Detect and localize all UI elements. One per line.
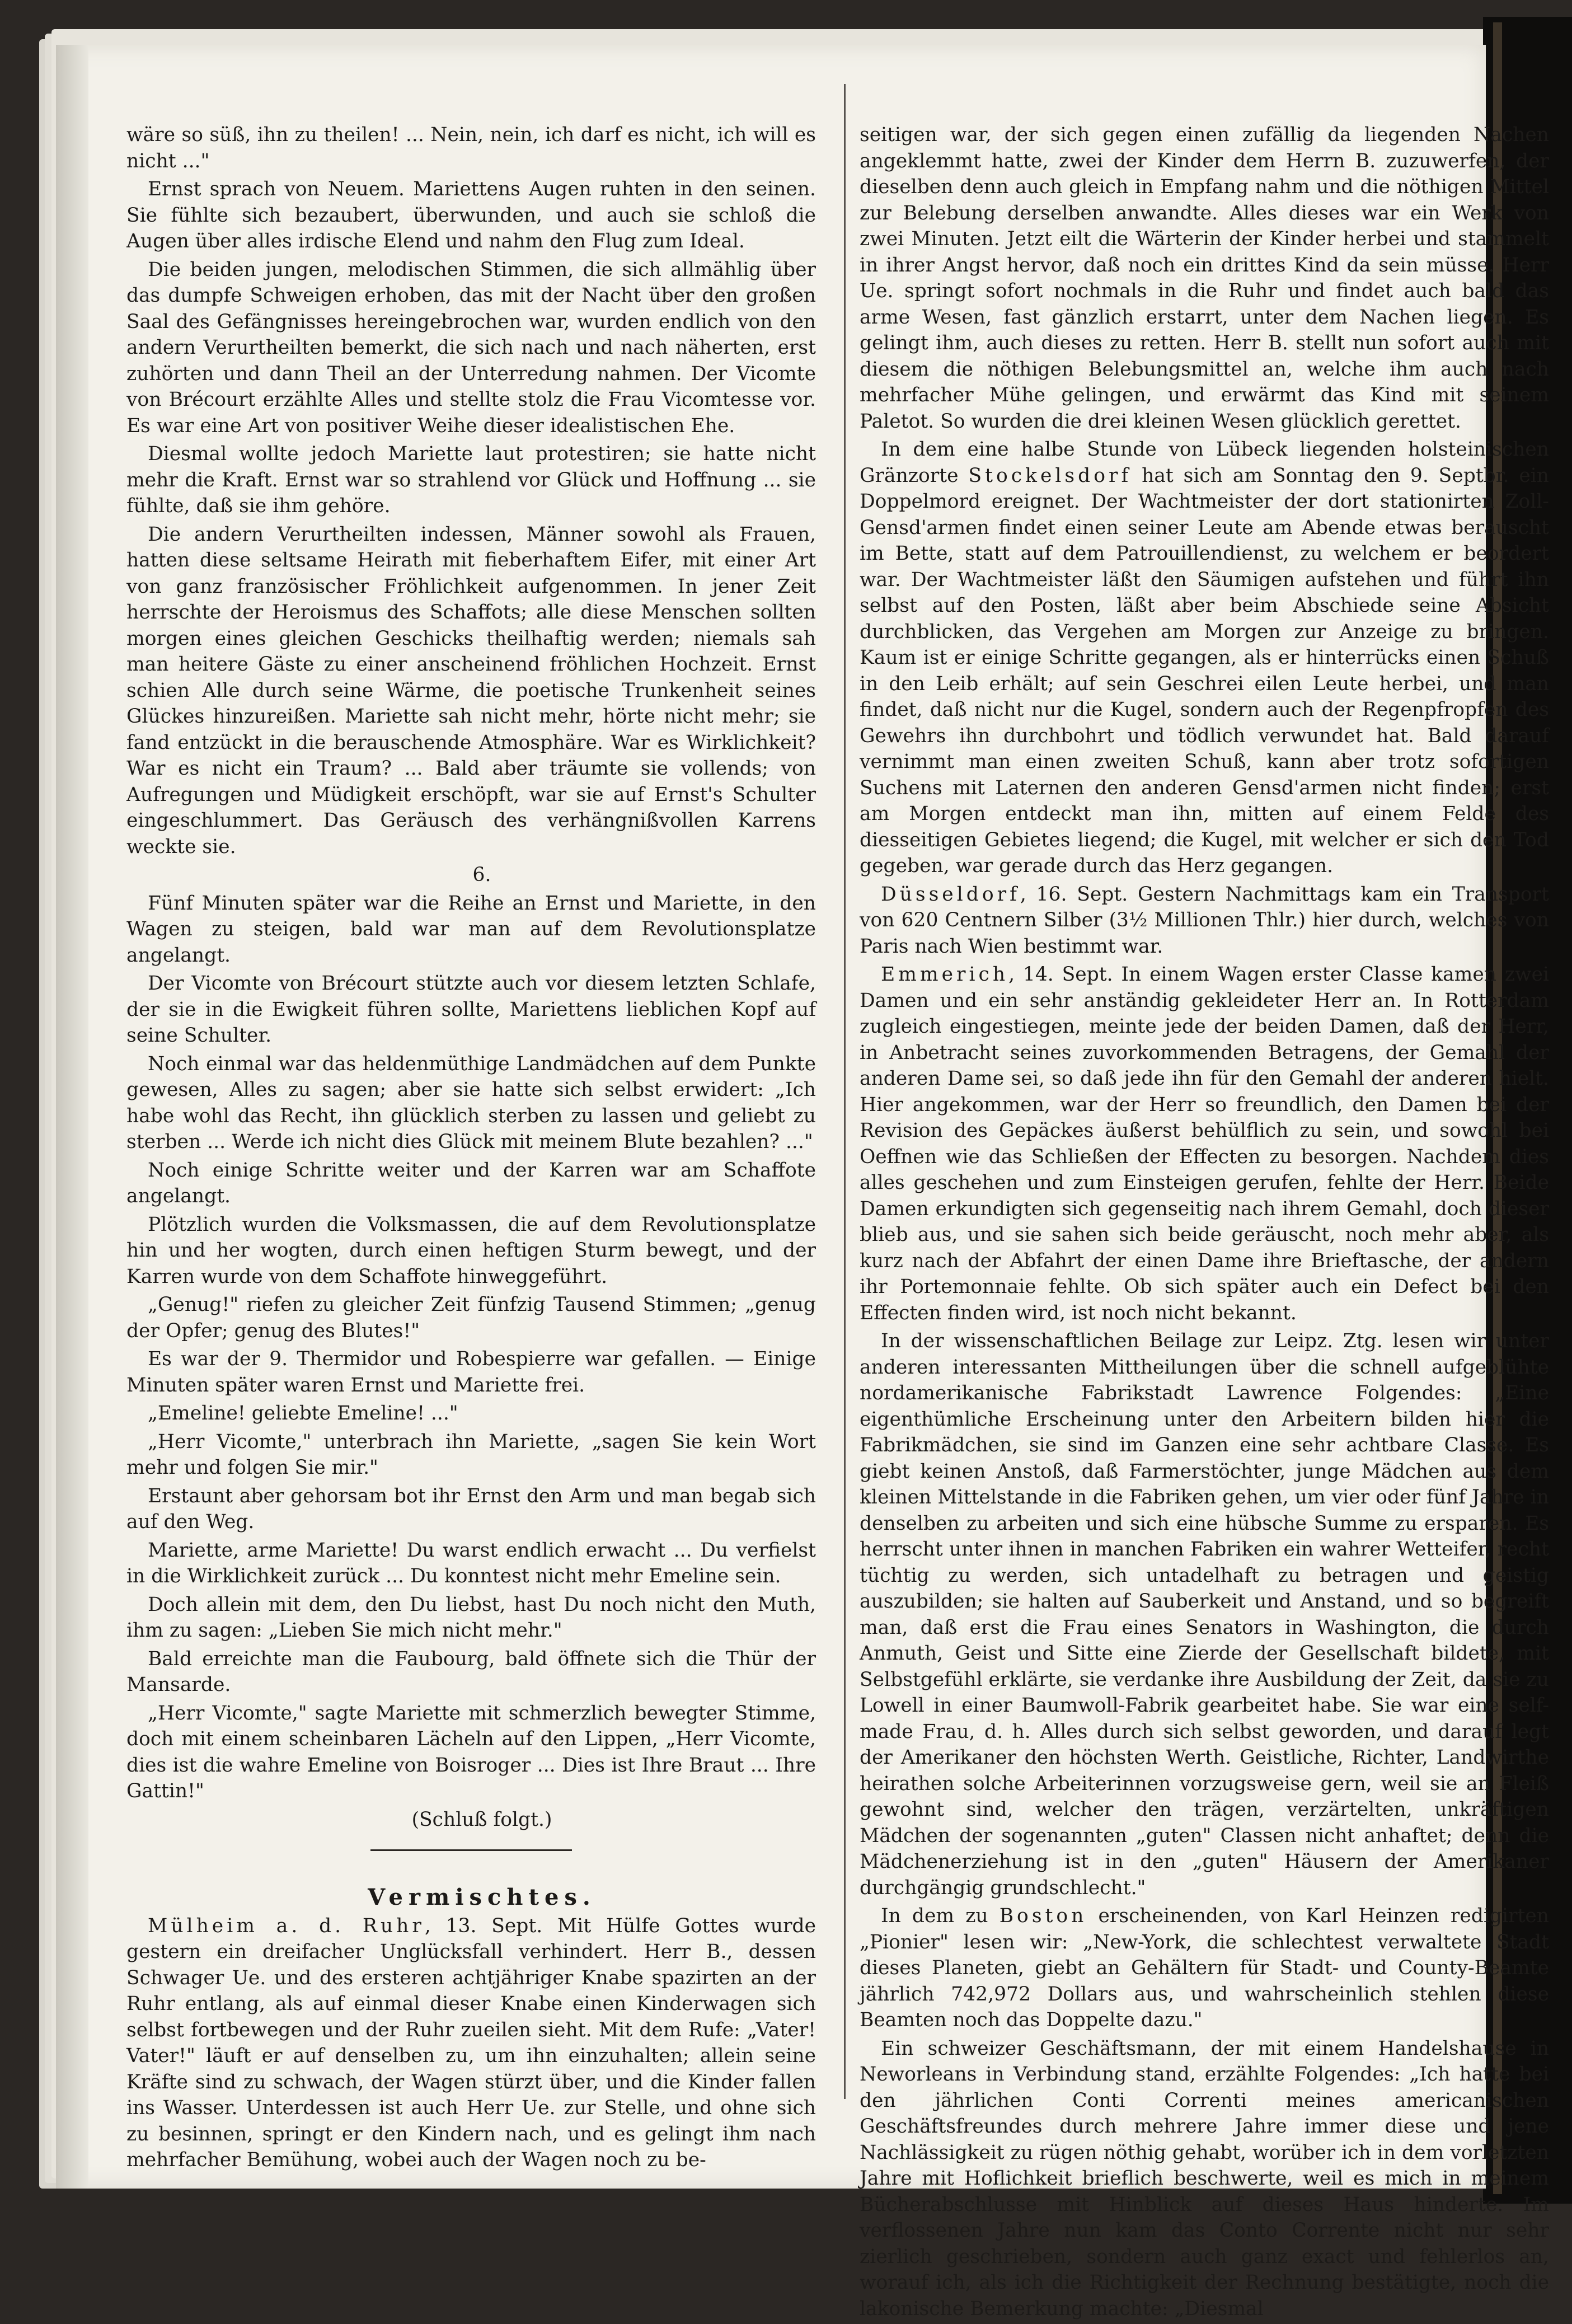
- paragraph: Noch einige Schritte weiter und der Karren war am Schaffote angelangt.: [126, 1159, 816, 1207]
- paragraph: [126, 1913, 816, 2173]
- to-be-continued-note: (Schluß folgt.): [411, 1808, 552, 1831]
- paragraph: „Genug!" riefen zu gleicher Zeit fünfzig Tausend Stimmen; „genug der Opfer; genug des Blutes!": [126, 1294, 816, 1342]
- paragraph: Noch einmal war das heldenmüthige Landmädchen auf dem Punkte gewesen, Alles zu sagen; aber sie hatte sich selbst erwidert: „Ich habe wohl das Recht, ihn glücklich sterben zu lassen und geliebt zu sterben ... Werde ich nicht dies Glück mit meinem Blute bezahlen? ...": [126, 1052, 816, 1153]
- paragraph-text: hat sich am Sonntag den 9. Septbr. ein Doppelmord ereignet. Der Wachtmeister der dort stationirten Zoll-Gensd'armen findet einen seiner Leute am Abende etwas berauscht im Bette, statt auf dem Patrouillendienst, zu welchem er beordert war. Der Wachtmeister läßt den Säumigen aufstehen und führt ihn selbst auf den Posten, läßt aber beim Abschiede seine Absicht durchblicken, das Vergehen am Morgen zur Anzeige zu bringen. Kaum ist er einige Schritte gegangen, als er hinterrücks einen Schuß in den Leib erhält; auf sein Geschrei eilen Leute herbei, und man findet, daß nicht nur die Kugel, sondern auch der Regenpfropfen des Gewehrs ihn durchbohrt und tödlich verwundet hat. Bald darauf vernimmt man einen zweiten Schuß, kann aber trotz sofortigen Suchens mit Laternen den anderen Gensd'armen nicht finden; erst am Morgen entdeckt man ihn, mitten auf einem Felde des diesseitigen Gebietes liegend; die Kugel, mit welcher er sich den Tod gegeben, war gerade durch das Herz gegangen.: [860, 464, 1549, 877]
- left-column: [126, 122, 816, 2176]
- paragraph: Bald erreichte man die Faubourg, bald öffnete sich die Thür der Mansarde.: [126, 1647, 816, 1696]
- section-divider: [370, 1849, 572, 1851]
- paragraph: „Emeline! geliebte Emeline! ...": [148, 1402, 458, 1425]
- paragraph: wäre so süß, ihn zu theilen! ... Nein, nein, ich darf es nicht, ich will es nicht ...": [126, 124, 816, 172]
- paragraph: In der wissenschaftlichen Beilage zur Leipz. Ztg. lesen wir unter anderen interessanten Mittheilungen über die schnell aufgeblühte nordamerikanische Fabrikstadt Lawrence Folgendes: „Eine eigenthümliche Erscheinung unter den Arbeitern bilden hier die Fabrikmädchen, sie sind im Ganzen eine sehr achtbare Classe. Es giebt keinen Anstoß, daß Farmerstöchter, junge Mädchen aus dem kleinen Mittelstande in die Fabriken gehen, um vier oder fünf Jahre in denselben zu arbeiten und sich eine hübsche Summe zu ersparen. Es herrscht unter ihnen in manchen Fabriken ein wahrer Wetteifer, recht tüchtig zu werden, sich untadelhaft zu betragen und geistig auszubilden; sie halten auf Sauberkeit und Anstand, und so begreift man, daß erst die Frau eines Senators in Washington, die durch Anmuth, Geist und Sitte eine Zierde der Gesellschaft bildete, mit Selbstgefühl erklärte, sie verdanke ihre Ausbildung der Zeit, da sie zu Lowell in einer Baumwoll-Fabrik gearbeitet habe. Sie war eine self-made Frau, d. h. Alles durch sich selbst geworden, und darauf legt der Amerikaner den höchsten Werth. Geistliche, Richter, Landwirthe heirathen solche Arbeiterinnen vorzugsweise gern, weil sie an Fleiß gewohnt sind, welcher den trägen, verzärtelten, unkräftigen Mädchen der sogenannten „guten" Classen nicht anhaftet; denn die Mädchenerziehung ist in den „guten" Häusern der Amerikaner durchgängig grundschlecht.": [860, 1330, 1549, 1899]
- chapter-number: 6.: [472, 864, 491, 886]
- dateline-place: Emmerich: [881, 963, 1009, 986]
- paragraph: Ernst sprach von Neuem. Mariettens Augen ruhten in den seinen. Sie fühlte sich bezaubert, überwunden, und auch sie schloß die Augen über alles irdische Elend und nahm den Flug zum Ideal.: [126, 178, 816, 252]
- paragraph-text: , 16. Sept. Gestern Nachmittags kam ein Transport von 620 Centnern Silber (3½ Millionen Thlr.) hier durch, welches von Paris nach Wien bestimmt war.: [860, 883, 1549, 958]
- dateline-place: Boston: [999, 1905, 1087, 1927]
- paragraph: Doch allein mit dem, den Du liebst, hast Du noch nicht den Muth, ihm zu sagen: „Lieben Sie mich nicht mehr.": [126, 1593, 816, 1642]
- dateline-place: Mülheim a. d. Ruhr: [148, 1914, 425, 1937]
- paragraph: Fünf Minuten später war die Reihe an Ernst und Mariette, in den Wagen zu steigen, bald war man auf dem Revolutionsplatze angelangt.: [126, 892, 816, 967]
- paragraph: Die andern Verurtheilten indessen, Männer sowohl als Frauen, hatten diese seltsame Heirath mit fieberhaftem Eifer, mit einer Art von ganz französischer Fröhlichkeit aufgenommen. In jener Zeit herrschte der Heroismus des Schaffots; alle diese Menschen sollten morgen eines gleichen Geschicks theilhaftig werden; niemals sah man heitere Gäste zu einer anscheinend fröhlichen Hochzeit. Ernst schien Alle durch seine Wärme, die poetische Trunkenheit seines Glückes hinzureißen. Mariette sah nicht mehr, hörte nicht mehr; sie fand entzückt in die berauschende Atmosphäre. War es Wirklichkeit? War es nicht ein Traum? ... Bald aber träumte sie vollends; von Aufregungen und Müdigkeit erschöpft, war sie auf Ernst's Schulter eingeschlummert. Das Geräusch des verhängnißvollen Karrens weckte sie.: [126, 523, 816, 858]
- paragraph: Erstaunt aber gehorsam bot ihr Ernst den Arm und man begab sich auf den Weg.: [126, 1484, 816, 1533]
- paragraph: [860, 437, 1549, 879]
- dateline-place: Düsseldorf: [881, 883, 1020, 906]
- section-heading: Vermischtes.: [368, 1884, 596, 1910]
- page-gutter-edge: [56, 45, 88, 2189]
- paragraph-text: In dem eine halbe Stunde von Lübeck liegenden holsteinischen Gränzorte: [860, 438, 1549, 487]
- dateline-place: Stockelsdorf: [968, 464, 1132, 487]
- paragraph: Die beiden jungen, melodischen Stimmen, die sich allmählig über das dumpfe Schweigen erhoben, das mit der Nacht über den großen Saal des Gefängnisses hereingebrochen war, wurden endlich von den andern Verurtheilten bemerkt, die sich nach und nach näherten, erst zuhörten und dann Theil an der Unterredung nahmen. Der Vicomte von Brécourt erzählte Alles und stellte stolz die Frau Vicomtesse vor. Es war eine Art von positiver Weihe dieser idealistischen Ehe.: [126, 258, 816, 437]
- paragraph: Ein schweizer Geschäftsmann, der mit einem Handelshause in Neworleans in Verbindung stand, erzählte Folgendes: „Ich hatte bei den jährlichen Conti Correnti meines americanischen Geschäftsfreundes durch mehrere Jahre immer diese und jene Nachlässigkeit zu rügen nöthig gehabt, worüber ich in dem vorletzten Jahre mit Hoflichkeit brieflich beschwerte, weil es mich in meinem Bücherabschlusse mit Hinblick auf dieses Haus hinderte. Im verflossenen Jahre nun kam das Conto Corrente nicht nur sehr zierlich geschrieben, sondern auch ganz exact und fehlerlos an, worauf ich, als ich die Richtigkeit der Rechnung bestätigte, noch die lakonische Bemerkung machte: „Diesmal: [860, 2037, 1549, 2320]
- paragraph: seitigen war, der sich gegen einen zufällig da liegenden Nachen angeklemmt hatte, zwei der Kinder dem Herrn B. zuzuwerfen, der dieselben denn auch gleich in Empfang nahm und die nöthigen Mittel zur Belebung derselben anwandte. Alles dieses war ein Werk von zwei Minuten. Jetzt eilt die Wärterin der Kinder herbei und stammelt in ihrer Angst hervor, daß noch ein drittes Kind da sein müsse. Herr Ue. springt sofort nochmals in die Ruhr und findet auch bald das arme Wesen, fast gänzlich erstarrt, unter dem Nachen liegen. Es gelingt ihm, auch dieses zu retten. Herr B. stellt nun sofort auch mit diesem die nöthigen Belebungsmittel an, welche ihm auch nach mehrfacher Mühe gelingen, und erwärmt das Kind mit seinem Paletot. So wurden die drei kleinen Wesen glücklich gerettet.: [860, 124, 1549, 433]
- paragraph: Diesmal wollte jedoch Mariette laut protestiren; sie hatte nicht mehr die Kraft. Ernst war so strahlend vor Glück und Hoffnung ... sie fühlte, daß sie ihm gehöre.: [126, 443, 816, 517]
- paragraph-text: , 13. Sept. Mit Hülfe Gottes wurde gestern ein dreifacher Unglücksfall verhindert. Herr B., dessen Schwager Ue. und des ersteren achtjähriger Knabe spazirten an der Ruhr entlang, als auf einmal dieser Knabe einen Kinderwagen sich selbst fortbewegen und der Ruhr zueilen sieht. Mit dem Rufe: „Vater! Vater!" läuft er auf denselben zu, um ihn einzuhalten; allein seine Kräfte sind zu schwach, der Wagen stürzt über, und die Kinder fallen ins Wasser. Unterdessen ist auch Herr Ue. zur Stelle, und ohne sich zu besinnen, springt er den Kindern nach, und es gelingt ihm nach mehrfacher Bemühung, wobei auch der Wagen noch zu be-: [126, 1914, 816, 2171]
- paragraph: Der Vicomte von Brécourt stützte auch vor diesem letzten Schlafe, der sie in die Ewigkeit führen sollte, Mariettens lieblichen Kopf auf seine Schulter.: [126, 972, 816, 1047]
- paragraph-text: , 14. Sept. In einem Wagen erster Classe kamen zwei Damen und ein sehr anständig gekleideter Herr an. In Rotterdam zugleich eingestiegen, meinte jede der beiden Damen, daß der Herr, in Anbetracht seines zuvorkommenden Betragens, der Gemahl der anderen Dame sei, so daß jede ihn für den Gemahl der anderen hielt. Hier angekommen, war der Herr so freundlich, den Damen bei der Revision des Gepäckes äußerst behülflich zu sein, und sowohl bei Oeffnen wie das Schließen der Effecten zu besorgen. Nachdem dies alles geschehen und zum Einsteigen gerufen, fehlte der Herr. Beide Damen erkundigten sich gegenseitig nach ihrem Gemahl, doch dieser blieb aus, und sie sahen sich beide geräuscht, noch mehr aber, als kurz nach der Abfahrt der einen Dame ihre Brieftasche, der andern ihr Portemonnaie fehlte. Ob sich später auch ein Defect bei den Effecten finden wird, ist noch nicht bekannt.: [860, 963, 1549, 1324]
- paragraph: [860, 1903, 1549, 2034]
- paragraph: Mariette, arme Mariette! Du warst endlich erwacht ... Du verfielst in die Wirklichkeit zurück ... Du konntest nicht mehr Emeline sein.: [126, 1539, 816, 1587]
- paragraph: „Herr Vicomte," unterbrach ihn Mariette, „sagen Sie kein Wort mehr und folgen Sie mir.": [126, 1430, 816, 1479]
- right-column: [860, 122, 1549, 2324]
- column-divider: [844, 84, 846, 2099]
- paragraph: Plötzlich wurden die Volksmassen, die auf dem Revolutionsplatze hin und her wogten, durch einen heftigen Sturm bewegt, und der Karren wurde von dem Schaffote hinweggeführt.: [126, 1213, 816, 1288]
- paragraph-text: erscheinenden, von Karl Heinzen redigirten „Pionier" lesen wir: „New-York, die schlechtest verwaltete Stadt dieses Planeten, giebt an Gehältern für Stadt- und County-Beamte jährlich 742,972 Dollars aus, und wahrscheinlich stehlen diese Beamten noch das Doppelte dazu.": [860, 1905, 1549, 2031]
- paragraph: Es war der 9. Thermidor und Robespierre war gefallen. — Einige Minuten später waren Ernst und Mariette frei.: [126, 1348, 816, 1397]
- paragraph-text: In dem zu: [881, 1905, 999, 1927]
- paragraph: [860, 962, 1549, 1326]
- paragraph: [860, 882, 1549, 960]
- paragraph: „Herr Vicomte," sagte Mariette mit schmerzlich bewegter Stimme, doch mit einem scheinbaren Lächeln auf den Lippen, „Herr Vicomte, dies ist die wahre Emeline von Boisroger ... Dies ist Ihre Braut ... Ihre Gattin!": [126, 1702, 816, 1802]
